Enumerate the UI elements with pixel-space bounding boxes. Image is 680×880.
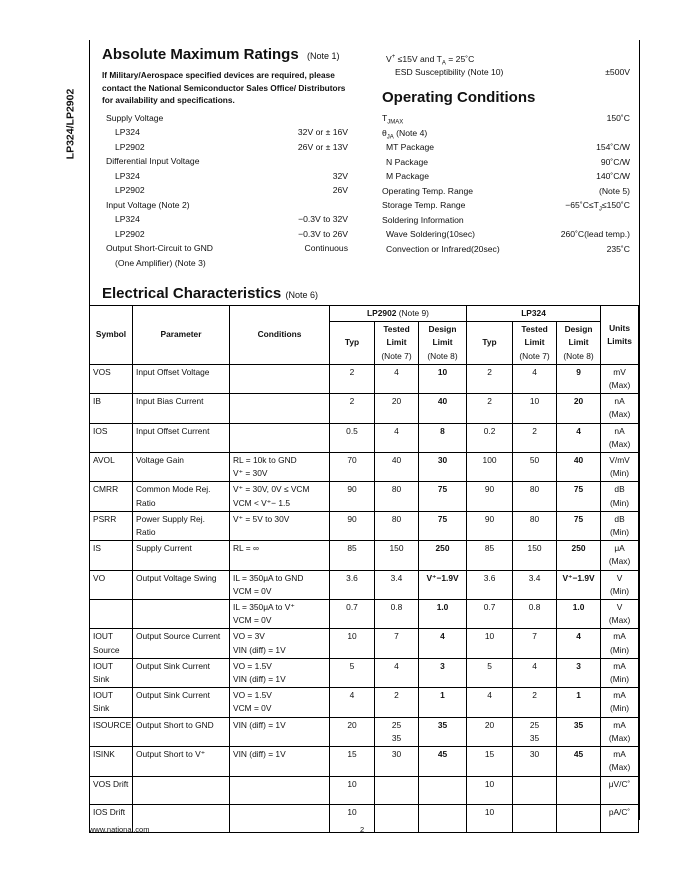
table-row <box>90 511 639 540</box>
cell-parameter: Output Source Current <box>133 629 230 658</box>
operating-conditions-title: Operating Conditions <box>382 89 536 106</box>
cell-b-design: 75 <box>557 511 601 540</box>
cell-a-design: 8 <box>419 423 467 452</box>
cell-parameter: Output Voltage Swing <box>133 570 230 599</box>
cell-a-design: 75 <box>419 511 467 540</box>
cell-conditions: IL = 350μA to V⁺ VCM = 0V <box>230 600 330 629</box>
cell-b-design: 35 <box>557 717 601 746</box>
cell-units: nA (Max) <box>601 423 639 452</box>
cell-b-design: V⁺−1.9V <box>557 570 601 599</box>
cell-a-typ: 90 <box>330 482 375 511</box>
cell-conditions: VO = 3V VIN (diff) = 1V <box>230 629 330 658</box>
cell-conditions <box>230 394 330 423</box>
abs-max-item: (One Amplifier) (Note 3) <box>115 257 206 268</box>
cell-symbol: AVOL <box>90 453 133 482</box>
cell-b-design: 4 <box>557 629 601 658</box>
cell-b-tested <box>513 776 557 804</box>
cell-parameter: Power Supply Rej. Ratio <box>133 511 230 540</box>
cell-b-tested: 2 <box>513 688 557 717</box>
header-typ-b: Typ <box>467 322 513 365</box>
cell-a-tested: 2 <box>375 688 419 717</box>
header-tested-b: Tested Limit (Note 7) <box>513 322 557 365</box>
electrical-characteristics-table <box>89 305 639 833</box>
header-symbol: Symbol <box>90 306 133 365</box>
abs-max-item: LP2902 26V <box>115 185 348 195</box>
cell-a-design: 1 <box>419 688 467 717</box>
cell-b-design: 3 <box>557 658 601 687</box>
table-row <box>90 688 639 717</box>
cell-a-typ: 70 <box>330 453 375 482</box>
cell-symbol: VOS Drift <box>90 776 133 804</box>
cell-a-tested: 3.4 <box>375 570 419 599</box>
cell-conditions <box>230 804 330 832</box>
header-design-a: Design Limit (Note 8) <box>419 322 467 365</box>
cell-a-tested: 80 <box>375 482 419 511</box>
cell-a-tested: 4 <box>375 423 419 452</box>
cell-b-design: 40 <box>557 453 601 482</box>
cell-parameter: Input Bias Current <box>133 394 230 423</box>
cell-parameter: Input Offset Voltage <box>133 364 230 393</box>
tjmax-row: $T_{JMAX}$ 150˚C <box>382 113 630 126</box>
cell-b-typ: 10 <box>467 776 513 804</box>
cell-b-design: 9 <box>557 364 601 393</box>
cell-units: mA (Min) <box>601 658 639 687</box>
cell-a-tested <box>375 804 419 832</box>
cell-units: V/mV (Min) <box>601 453 639 482</box>
cell-b-design: 1.0 <box>557 600 601 629</box>
abs-max-item: LP2902 26V or ± 13V <box>115 141 348 152</box>
cell-b-typ: 20 <box>467 717 513 746</box>
cell-a-typ: 85 <box>330 541 375 570</box>
cell-a-tested: 20 <box>375 394 419 423</box>
header-lp2902: LP2902 (Note 9) <box>330 306 467 322</box>
cell-a-typ: 15 <box>330 747 375 776</box>
soldering-row: Soldering Information <box>382 214 464 225</box>
table-row <box>90 453 639 482</box>
storage-temp-row: Storage Temp. Range $-65˚C\le T_J\le 150˚C$ <box>382 200 630 213</box>
cell-b-design <box>557 776 601 804</box>
footer-url: www.national.com <box>89 825 150 834</box>
cell-a-design: 75 <box>419 482 467 511</box>
table-row <box>90 629 639 658</box>
abs-max-title: Absolute Maximum Ratings (Note 1) <box>102 46 340 63</box>
military-note: If Military/Aerospace specified devices are required, please contact the National Semiconductor Sales Office/ Distributors for availability and specifications. <box>102 70 346 105</box>
cell-b-tested: 3.4 <box>513 570 557 599</box>
cell-conditions: VO = 1.5V VCM = 0V <box>230 688 330 717</box>
cell-b-tested <box>513 804 557 832</box>
cell-symbol: IOUT Source <box>90 629 133 658</box>
cell-a-typ: 0.5 <box>330 423 375 452</box>
abs-max-item: LP324 −0.3V to 32V <box>115 214 348 224</box>
cell-units: V (Max) <box>601 600 639 629</box>
cell-a-design: 4 <box>419 629 467 658</box>
header-lp324: LP324 <box>467 306 601 322</box>
cell-b-typ: 2 <box>467 364 513 393</box>
cell-a-design <box>419 804 467 832</box>
cell-a-typ: 20 <box>330 717 375 746</box>
cell-a-design: 3 <box>419 658 467 687</box>
header-parameter: Parameter <box>133 306 230 365</box>
right-column <box>382 50 630 256</box>
cell-b-typ: 10 <box>467 804 513 832</box>
convection-row: Convection or Infrared(20sec) 235˚C <box>386 243 630 254</box>
cell-a-tested: 7 <box>375 629 419 658</box>
cell-symbol: IOUT Sink <box>90 658 133 687</box>
cell-parameter: Output Short to V⁺ <box>133 747 230 776</box>
cell-units: pA/C˚ <box>601 804 639 832</box>
op-temp-row: Operating Temp. Range (Note 5) <box>382 185 630 196</box>
cell-conditions: V⁺ = 30V, 0V ≤ VCM VCM < V⁺− 1.5 <box>230 482 330 511</box>
abs-max-item: LP2902 −0.3V to 26V <box>115 228 348 239</box>
cell-conditions <box>230 364 330 393</box>
cell-b-typ: 5 <box>467 658 513 687</box>
cell-parameter <box>133 776 230 804</box>
cell-conditions: RL = ∞ <box>230 541 330 570</box>
cell-conditions: V⁺ = 5V to 30V <box>230 511 330 540</box>
cell-b-design: 4 <box>557 423 601 452</box>
table-row <box>90 423 639 452</box>
abs-max-item: Differential Input Voltage <box>106 156 200 166</box>
cell-a-tested: 4 <box>375 364 419 393</box>
cell-b-typ: 10 <box>467 629 513 658</box>
cell-symbol: IOUT Sink <box>90 688 133 717</box>
cell-a-typ: 2 <box>330 364 375 393</box>
cell-a-design: 40 <box>419 394 467 423</box>
cell-units: μA (Max) <box>601 541 639 570</box>
cell-a-design: 1.0 <box>419 600 467 629</box>
cell-units: mV (Max) <box>601 364 639 393</box>
cell-a-design: 30 <box>419 453 467 482</box>
cell-b-typ: 15 <box>467 747 513 776</box>
cell-b-tested: 150 <box>513 541 557 570</box>
cell-a-typ: 10 <box>330 776 375 804</box>
cell-b-design <box>557 804 601 832</box>
table-row <box>90 747 639 776</box>
cell-b-typ: 100 <box>467 453 513 482</box>
abs-max-item: Output Short-Circuit to GND Continuous <box>106 243 348 253</box>
cell-parameter: Output Sink Current <box>133 658 230 687</box>
cell-parameter: Output Sink Current <box>133 688 230 717</box>
table-row <box>90 541 639 570</box>
absolute-maximum-ratings <box>102 46 348 270</box>
table-row <box>90 394 639 423</box>
cell-conditions: VIN (diff) = 1V <box>230 747 330 776</box>
cell-units: mA (Max) <box>601 747 639 776</box>
cell-symbol: ISINK <box>90 747 133 776</box>
cell-symbol: VOS <box>90 364 133 393</box>
electrical-characteristics-title: Electrical Characteristics (Note 6) <box>102 285 318 302</box>
cell-symbol: CMRR <box>90 482 133 511</box>
cell-a-tested: 30 <box>375 747 419 776</box>
esd-row: ESD Susceptibility (Note 10) ±500V <box>395 66 630 77</box>
abs-max-list <box>102 111 348 271</box>
cell-b-typ: 90 <box>467 482 513 511</box>
header-typ-a: Typ <box>330 322 375 365</box>
cell-symbol <box>90 600 133 629</box>
cell-units: mA (Min) <box>601 629 639 658</box>
table-row <box>90 776 639 804</box>
cell-a-design: V⁺−1.9V <box>419 570 467 599</box>
table-row <box>90 364 639 393</box>
cell-conditions: VO = 1.5V VIN (diff) = 1V <box>230 658 330 687</box>
cell-b-typ: 0.2 <box>467 423 513 452</box>
footer-page-number: 2 <box>360 825 365 834</box>
cell-a-typ: 90 <box>330 511 375 540</box>
cell-b-design: 1 <box>557 688 601 717</box>
cell-a-typ: 10 <box>330 804 375 832</box>
cell-parameter: Voltage Gain <box>133 453 230 482</box>
side-title: LP324/LP2902 <box>64 88 77 160</box>
vplus-condition: V+ ≤15V and $T_A$ = 25˚C <box>386 53 475 67</box>
wave-soldering-row: Wave Soldering(10sec) 260˚C(lead temp.) <box>386 229 630 239</box>
cell-parameter <box>133 600 230 629</box>
header-tested-a: Tested Limit (Note 7) <box>375 322 419 365</box>
cell-a-design: 250 <box>419 541 467 570</box>
cell-a-tested: 4 <box>375 658 419 687</box>
table-row <box>90 600 639 629</box>
cell-a-design <box>419 776 467 804</box>
cell-b-design: 250 <box>557 541 601 570</box>
cell-units: dB (Min) <box>601 482 639 511</box>
cell-units: mA (Max) <box>601 717 639 746</box>
cell-b-tested: 80 <box>513 511 557 540</box>
cell-units: dB (Min) <box>601 511 639 540</box>
cell-conditions <box>230 423 330 452</box>
cell-a-typ: 3.6 <box>330 570 375 599</box>
cell-b-typ: 0.7 <box>467 600 513 629</box>
cell-b-tested: 4 <box>513 364 557 393</box>
cell-a-tested: 0.8 <box>375 600 419 629</box>
cell-a-tested: 25 35 <box>375 717 419 746</box>
cell-units: mA (Min) <box>601 688 639 717</box>
cell-b-design: 45 <box>557 747 601 776</box>
cell-a-typ: 4 <box>330 688 375 717</box>
abs-max-item: Input Voltage (Note 2) <box>106 199 190 210</box>
cell-b-design: 75 <box>557 482 601 511</box>
cell-units: nA (Max) <box>601 394 639 423</box>
cell-b-design: 20 <box>557 394 601 423</box>
cell-conditions: IL = 350μA to GND VCM = 0V <box>230 570 330 599</box>
cell-symbol: IOS <box>90 423 133 452</box>
header-conditions: Conditions <box>230 306 330 365</box>
cell-parameter: Common Mode Rej. Ratio <box>133 482 230 511</box>
cell-symbol: IB <box>90 394 133 423</box>
cell-a-typ: 5 <box>330 658 375 687</box>
header-design-b: Design Limit (Note 8) <box>557 322 601 365</box>
cell-a-design: 10 <box>419 364 467 393</box>
cell-symbol: ISOURCE <box>90 717 133 746</box>
cell-a-tested: 40 <box>375 453 419 482</box>
cell-a-tested: 80 <box>375 511 419 540</box>
cell-parameter: Supply Current <box>133 541 230 570</box>
cell-a-typ: 0.7 <box>330 600 375 629</box>
cell-parameter: Input Offset Current <box>133 423 230 452</box>
table-row <box>90 570 639 599</box>
cell-b-tested: 0.8 <box>513 600 557 629</box>
cell-b-tested: 80 <box>513 482 557 511</box>
cell-a-typ: 2 <box>330 394 375 423</box>
cell-conditions: VIN (diff) = 1V <box>230 717 330 746</box>
cell-b-tested: 4 <box>513 658 557 687</box>
n-package-row: N Package 90˚C/W <box>386 156 630 167</box>
cell-b-tested: 7 <box>513 629 557 658</box>
theta-row: $\theta_{JA}$ (Note 4) <box>382 127 428 141</box>
table-row <box>90 482 639 511</box>
m-package-row: M Package 140˚C/W <box>386 171 630 181</box>
cell-a-tested <box>375 776 419 804</box>
abs-max-item: Supply Voltage <box>106 112 164 123</box>
cell-a-design: 45 <box>419 747 467 776</box>
cell-conditions: RL = 10k to GND V⁺ = 30V <box>230 453 330 482</box>
abs-max-item: LP324 32V <box>115 170 348 181</box>
cell-parameter: Output Short to GND <box>133 717 230 746</box>
cell-units: V (Min) <box>601 570 639 599</box>
header-units: Units Limits <box>601 306 639 365</box>
cell-b-tested: 30 <box>513 747 557 776</box>
cell-b-typ: 90 <box>467 511 513 540</box>
cell-symbol: IOS Drift <box>90 804 133 832</box>
cell-a-design: 35 <box>419 717 467 746</box>
table-row <box>90 717 639 746</box>
cell-b-tested: 10 <box>513 394 557 423</box>
cell-b-typ: 2 <box>467 394 513 423</box>
cell-b-typ: 3.6 <box>467 570 513 599</box>
cell-symbol: VO <box>90 570 133 599</box>
cell-b-tested: 50 <box>513 453 557 482</box>
cell-symbol: IS <box>90 541 133 570</box>
table-row <box>90 658 639 687</box>
abs-max-item: LP324 32V or ± 16V <box>115 127 348 137</box>
cell-conditions <box>230 776 330 804</box>
cell-b-typ: 4 <box>467 688 513 717</box>
cell-units: μV/C˚ <box>601 776 639 804</box>
cell-a-tested: 150 <box>375 541 419 570</box>
mt-package-row: MT Package 154˚C/W <box>386 142 630 152</box>
cell-b-tested: 25 35 <box>513 717 557 746</box>
cell-symbol: PSRR <box>90 511 133 540</box>
cell-a-typ: 10 <box>330 629 375 658</box>
cell-b-typ: 85 <box>467 541 513 570</box>
cell-b-tested: 2 <box>513 423 557 452</box>
